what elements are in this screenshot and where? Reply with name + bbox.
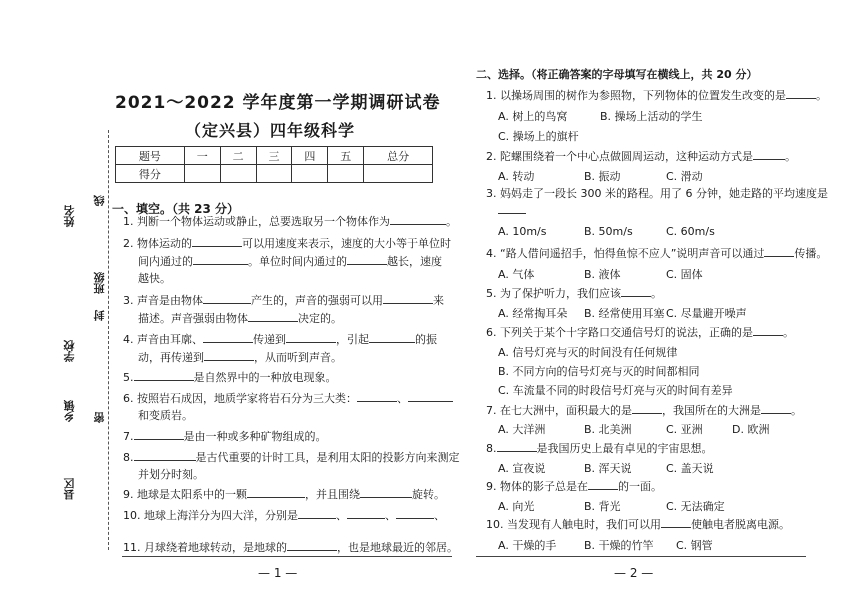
score-cell xyxy=(220,165,256,183)
question-line: 9. 地球是太阳系中的一颗 ，并且围绕 旋转。 xyxy=(123,488,445,501)
gutter-line-mark: 线 xyxy=(93,195,106,206)
question-line: 10. 地球上海洋分为四大洋，分别是 、 、 、 xyxy=(123,509,445,522)
choice-option: C. 无法确定 xyxy=(666,500,725,513)
score-cell xyxy=(328,165,364,183)
choice-option: A. 气体 xyxy=(498,268,535,281)
choice-option: B. 振动 xyxy=(584,170,621,183)
choice-option: C. 尽量避开噪声 xyxy=(666,307,747,320)
choice-option: B. 液体 xyxy=(584,268,621,281)
choice-option: C. 亚洲 xyxy=(666,423,703,436)
question-line: 7. 在七大洲中，面积最大的是 ，我国所在的大洲是 。 xyxy=(486,404,802,417)
choice-option: B. 操场上活动的学生 xyxy=(600,110,703,123)
gutter-town-label: 乡镇 xyxy=(63,400,76,422)
question-line: 3. 妈妈走了一段长 300 米的路程。用了 6 分钟，她走路的平均速度是 xyxy=(486,187,828,200)
choice-option: B. 50m/s xyxy=(584,225,633,238)
choice-option: B. 北美洲 xyxy=(584,423,632,436)
choice-option: B. 经常使用耳塞 xyxy=(584,307,665,320)
score-table xyxy=(115,146,433,183)
section-choice-heading: 二、选择。（将正确答案的字母填写在横线上，共 20 分） xyxy=(476,68,758,81)
answer-blank-line xyxy=(498,203,526,217)
section-fill-in-heading: 一、填空。（共 23 分） xyxy=(112,202,240,216)
exam-subtitle: （定兴县）四年级科学 xyxy=(185,121,356,140)
score-cell: 二 xyxy=(220,147,256,165)
choice-option: C. 车流量不同的时段信号灯亮与灭的时间有差异 xyxy=(498,384,733,397)
question-line: 6. 下列关于某个十字路口交通信号灯的说法，正确的是 。 xyxy=(486,326,794,339)
question-line: 10. 当发现有人触电时，我们可以用 使触电者脱离电源。 xyxy=(486,518,790,531)
gutter-class-label: 班级 xyxy=(93,272,106,294)
choice-option: A. 大洋洲 xyxy=(498,423,546,436)
gutter-county-label: 县区 xyxy=(63,478,76,500)
question-line: 间内通过的 。单位时间内通过的 越长，速度 xyxy=(138,255,442,268)
question-line: 7. 是由一种或多种矿物组成的。 xyxy=(123,430,327,443)
question-line: 8. 是古代重要的计时工具，是利用太阳的投影方向来测定 xyxy=(123,451,460,464)
question-line: 和变质岩。 xyxy=(138,409,193,422)
exam-title: 2021～2022 学年度第一学期调研试卷 xyxy=(115,93,441,113)
choice-option: C. 固体 xyxy=(666,268,703,281)
question-line: 6. 按照岩石成因，地质学家将岩石分为三大类： 、 xyxy=(123,391,453,405)
score-cell: 一 xyxy=(184,147,220,165)
score-cell xyxy=(292,165,328,183)
gutter-seal-mark: 封 xyxy=(93,310,106,321)
score-cell: 五 xyxy=(328,147,364,165)
choice-option: B. 背光 xyxy=(584,500,621,513)
choice-option: A. 信号灯亮与灭的时间没有任何规律 xyxy=(498,346,678,359)
score-table-header-row xyxy=(116,147,433,165)
question-line: 8. 是我国历史上最有卓见的宇宙思想。 xyxy=(486,442,713,455)
binding-dashed-line xyxy=(108,130,109,550)
gutter-school-label: 学校 xyxy=(63,340,76,362)
score-cell xyxy=(184,165,220,183)
page-number-left: — 1 — xyxy=(258,566,298,580)
question-line: 描述。声音强弱由物体 决定的。 xyxy=(138,312,342,325)
choice-option: B. 不同方向的信号灯亮与灭的时间都相同 xyxy=(498,365,700,378)
gutter-secret-mark: 密 xyxy=(93,412,106,423)
question-line: 4. 声音由耳廓、 传递到 ，引起 的振 xyxy=(123,333,437,346)
question-line: 5. 为了保护听力，我们应该 。 xyxy=(486,287,662,300)
choice-option: A. 干燥的手 xyxy=(498,539,557,552)
choice-option: B. 浑天说 xyxy=(584,462,632,475)
choice-option: A. 经常掏耳朵 xyxy=(498,307,568,320)
score-cell: 四 xyxy=(292,147,328,165)
choice-option: B. 干燥的竹竿 xyxy=(584,539,654,552)
choice-option: C. 盖天说 xyxy=(666,462,714,475)
question-line: 5. 是自然界中的一种放电现象。 xyxy=(123,371,337,384)
question-line: 越快。 xyxy=(138,272,171,285)
question-line: 2. 陀螺围绕着一个中心点做圆周运动，这种运动方式是 。 xyxy=(486,150,796,163)
choice-option: A. 10m/s xyxy=(498,225,547,238)
score-cell xyxy=(256,165,292,183)
choice-option: C. 操场上的旗杆 xyxy=(498,130,579,143)
question-line: 9. 物体的影子总是在 的一面。 xyxy=(486,480,662,493)
page-number-right: — 2 — xyxy=(614,566,654,580)
score-cell: 题号 xyxy=(116,147,185,165)
choice-option: A. 向光 xyxy=(498,500,535,513)
choice-option: D. 欧洲 xyxy=(732,423,770,436)
left-page-bottom-rule xyxy=(122,556,452,557)
score-cell: 三 xyxy=(256,147,292,165)
question-line: 2. 物体运动的 可以用速度来表示，速度的大小等于单位时 xyxy=(123,237,451,250)
question-line: 11. 月球绕着地球转动，是地球的 ，也是地球最近的邻居。 xyxy=(123,541,458,554)
question-line: 3. 声音是由物体 产生的，声音的强弱可以用 来 xyxy=(123,294,444,307)
score-cell: 得分 xyxy=(116,165,185,183)
question-line: 4. “路人借问遥招手，怕得鱼惊不应人”说明声音可以通过 传播。 xyxy=(486,247,828,260)
score-cell: 总分 xyxy=(364,147,433,165)
score-table-score-row xyxy=(116,165,433,183)
question-line: 动，再传递到 ，从而听到声音。 xyxy=(138,351,342,364)
choice-option: C. 钢管 xyxy=(676,539,713,552)
choice-option: A. 转动 xyxy=(498,170,535,183)
score-cell xyxy=(364,165,433,183)
question-line: 1. 判断一个物体运动或静止，总要选取另一个物体作为 。 xyxy=(123,215,457,228)
question-line: 并划分时刻。 xyxy=(138,468,204,481)
choice-option: C. 滑动 xyxy=(666,170,703,183)
choice-option: A. 宣夜说 xyxy=(498,462,546,475)
question-line: 1. 以操场周围的树作为参照物，下列物体的位置发生改变的是 。 xyxy=(486,89,827,102)
gutter-name-label: 姓名 xyxy=(63,205,76,227)
choice-option: A. 树上的鸟窝 xyxy=(498,110,568,123)
right-page-bottom-rule xyxy=(476,556,806,557)
choice-option: C. 60m/s xyxy=(666,225,715,238)
